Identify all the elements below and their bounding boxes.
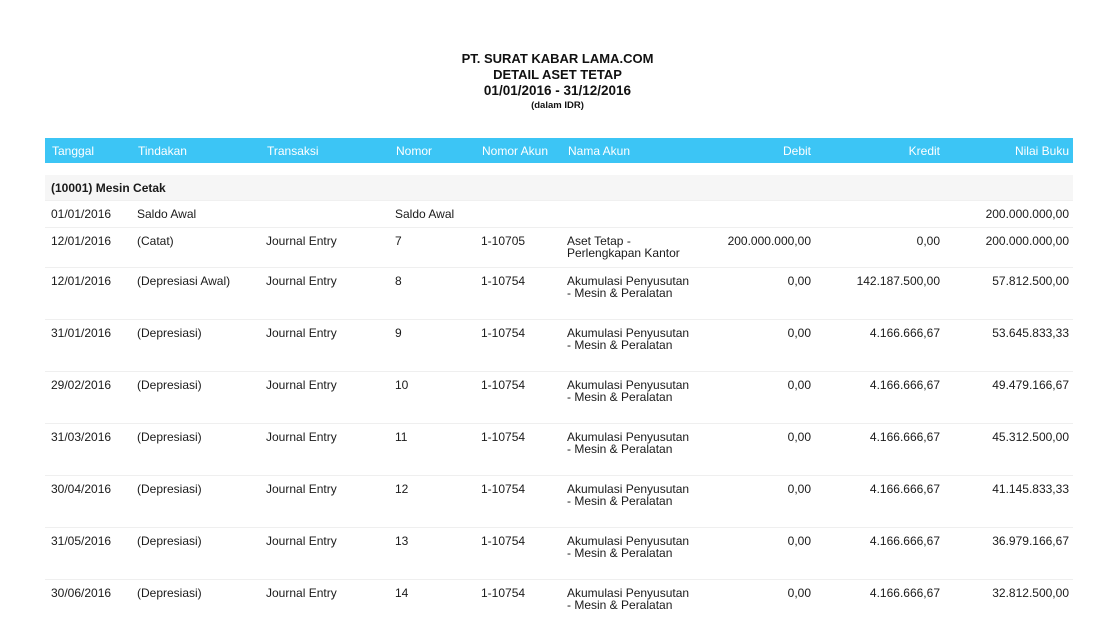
cell-tindakan: (Depresiasi) — [131, 371, 260, 423]
fixed-asset-detail-table — [45, 138, 1073, 625]
cell-nomor-akun — [475, 201, 561, 228]
cell-kredit: 142.187.500,00 — [815, 267, 944, 319]
cell-kredit: 4.166.666,67 — [815, 319, 944, 371]
cell-kredit: 4.166.666,67 — [815, 423, 944, 475]
cell-tanggal: 30/04/2016 — [45, 475, 131, 527]
cell-nomor: 10 — [389, 371, 475, 423]
cell-tindakan: (Depresiasi) — [131, 579, 260, 625]
cell-nama-akun — [561, 201, 691, 228]
cell-nilai-buku: 53.645.833,33 — [944, 319, 1073, 371]
table-row — [45, 201, 1073, 228]
cell-nomor-akun: 1-10754 — [475, 319, 561, 371]
cell-nilai-buku: 32.812.500,00 — [944, 579, 1073, 625]
cell-transaksi: Journal Entry — [260, 371, 389, 423]
cell-kredit: 0,00 — [815, 227, 944, 267]
cell-nomor-akun: 1-10754 — [475, 475, 561, 527]
cell-tanggal: 31/05/2016 — [45, 527, 131, 579]
column-header-nilai-buku: Nilai Buku — [944, 138, 1073, 163]
column-header-nama-akun: Nama Akun — [561, 138, 691, 163]
cell-nomor-akun: 1-10705 — [475, 227, 561, 267]
cell-debit: 0,00 — [691, 475, 815, 527]
cell-kredit: 4.166.666,67 — [815, 527, 944, 579]
cell-tanggal: 30/06/2016 — [45, 579, 131, 625]
cell-nomor: 14 — [389, 579, 475, 625]
cell-kredit: 4.166.666,67 — [815, 371, 944, 423]
cell-nomor: Saldo Awal — [389, 201, 475, 228]
cell-nama-akun: Akumulasi Penyusutan - Mesin & Peralatan — [561, 579, 691, 625]
cell-tanggal: 12/01/2016 — [45, 227, 131, 267]
table-row — [45, 475, 1073, 527]
cell-debit: 200.000.000,00 — [691, 227, 815, 267]
column-header-kredit: Kredit — [815, 138, 944, 163]
company-name: PT. SURAT KABAR LAMA.COM — [461, 51, 654, 66]
cell-debit — [691, 201, 815, 228]
cell-tanggal: 31/03/2016 — [45, 423, 131, 475]
cell-debit: 0,00 — [691, 423, 815, 475]
cell-transaksi: Journal Entry — [260, 267, 389, 319]
spacer-row — [45, 163, 1073, 175]
cell-nilai-buku: 57.812.500,00 — [944, 267, 1073, 319]
cell-nomor-akun: 1-10754 — [475, 423, 561, 475]
cell-transaksi: Journal Entry — [260, 527, 389, 579]
cell-nomor: 13 — [389, 527, 475, 579]
cell-tindakan: (Depresiasi) — [131, 527, 260, 579]
cell-nilai-buku: 200.000.000,00 — [944, 201, 1073, 228]
cell-debit: 0,00 — [691, 319, 815, 371]
asset-group-row — [45, 175, 1073, 201]
cell-debit: 0,00 — [691, 579, 815, 625]
cell-nama-akun: Akumulasi Penyusutan - Mesin & Peralatan — [561, 371, 691, 423]
cell-nomor: 9 — [389, 319, 475, 371]
cell-nomor: 8 — [389, 267, 475, 319]
column-header-debit: Debit — [691, 138, 815, 163]
column-header-tanggal: Tanggal — [45, 138, 131, 163]
cell-tindakan: (Depresiasi) — [131, 423, 260, 475]
cell-nomor-akun: 1-10754 — [475, 579, 561, 625]
cell-debit: 0,00 — [691, 267, 815, 319]
cell-tindakan: Saldo Awal — [131, 201, 260, 228]
report-header — [0, 51, 1115, 113]
cell-tanggal: 29/02/2016 — [45, 371, 131, 423]
column-header-transaksi: Transaksi — [260, 138, 389, 163]
report-period: 01/01/2016 - 31/12/2016 — [483, 83, 632, 98]
cell-transaksi — [260, 201, 389, 228]
column-header-tindakan: Tindakan — [131, 138, 260, 163]
cell-kredit: 4.166.666,67 — [815, 579, 944, 625]
cell-nomor-akun: 1-10754 — [475, 527, 561, 579]
table-row — [45, 371, 1073, 423]
cell-tanggal: 12/01/2016 — [45, 267, 131, 319]
table-row — [45, 267, 1073, 319]
cell-nilai-buku: 45.312.500,00 — [944, 423, 1073, 475]
cell-debit: 0,00 — [691, 371, 815, 423]
cell-kredit — [815, 201, 944, 228]
cell-nomor: 7 — [389, 227, 475, 267]
table-row — [45, 423, 1073, 475]
cell-transaksi: Journal Entry — [260, 423, 389, 475]
cell-tanggal: 01/01/2016 — [45, 201, 131, 228]
cell-nomor-akun: 1-10754 — [475, 267, 561, 319]
cell-nama-akun: Akumulasi Penyusutan - Mesin & Peralatan — [561, 423, 691, 475]
cell-nilai-buku: 41.145.833,33 — [944, 475, 1073, 527]
column-header-nomor: Nomor — [389, 138, 475, 163]
table-header-row — [45, 138, 1073, 163]
cell-transaksi: Journal Entry — [260, 475, 389, 527]
asset-group-label: (10001) Mesin Cetak — [45, 175, 1073, 201]
cell-tindakan: (Depresiasi) — [131, 319, 260, 371]
cell-tanggal: 31/01/2016 — [45, 319, 131, 371]
cell-debit: 0,00 — [691, 527, 815, 579]
cell-tindakan: (Depresiasi) — [131, 475, 260, 527]
cell-nilai-buku: 200.000.000,00 — [944, 227, 1073, 267]
table-row — [45, 319, 1073, 371]
cell-nama-akun: Akumulasi Penyusutan - Mesin & Peralatan — [561, 267, 691, 319]
cell-nomor-akun: 1-10754 — [475, 371, 561, 423]
cell-transaksi: Journal Entry — [260, 579, 389, 625]
cell-transaksi: Journal Entry — [260, 227, 389, 267]
cell-nomor: 12 — [389, 475, 475, 527]
cell-nomor: 11 — [389, 423, 475, 475]
cell-tindakan: (Catat) — [131, 227, 260, 267]
report-title: DETAIL ASET TETAP — [493, 67, 622, 82]
cell-kredit: 4.166.666,67 — [815, 475, 944, 527]
column-header-nomor-akun: Nomor Akun — [475, 138, 561, 163]
cell-nama-akun: Akumulasi Penyusutan - Mesin & Peralatan — [561, 475, 691, 527]
cell-nilai-buku: 36.979.166,67 — [944, 527, 1073, 579]
cell-transaksi: Journal Entry — [260, 319, 389, 371]
cell-nama-akun: Akumulasi Penyusutan - Mesin & Peralatan — [561, 319, 691, 371]
currency-note: (dalam IDR) — [531, 100, 584, 111]
cell-nama-akun: Akumulasi Penyusutan - Mesin & Peralatan — [561, 527, 691, 579]
cell-nilai-buku: 49.479.166,67 — [944, 371, 1073, 423]
table-row — [45, 527, 1073, 579]
table-row — [45, 227, 1073, 267]
cell-tindakan: (Depresiasi Awal) — [131, 267, 260, 319]
cell-nama-akun: Aset Tetap - Perlengkapan Kantor — [561, 227, 691, 267]
table-row — [45, 579, 1073, 625]
